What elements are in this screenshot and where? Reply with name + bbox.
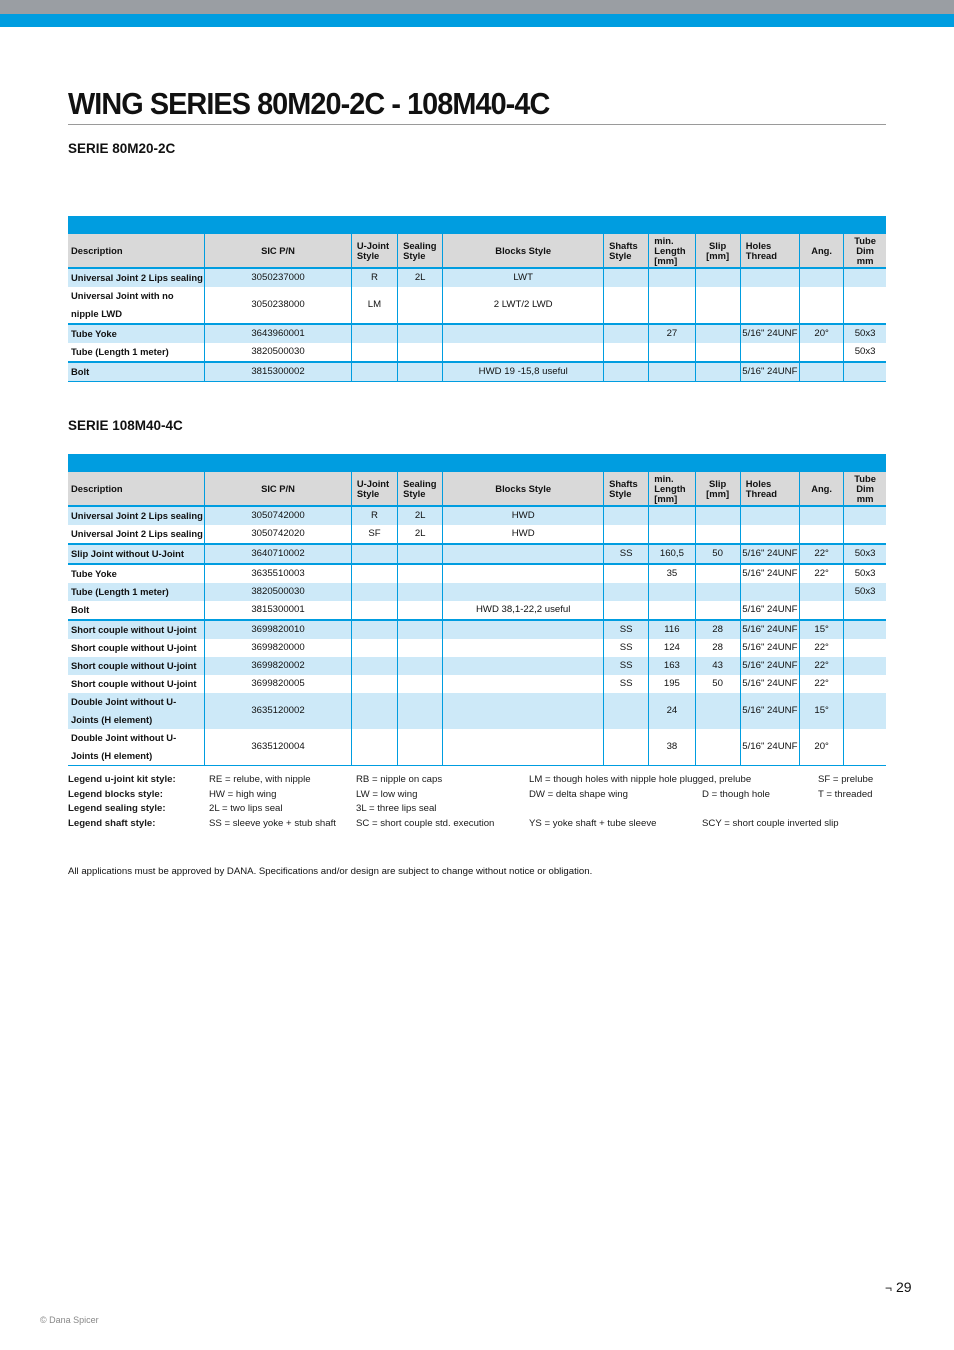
cell-uj [351, 343, 397, 362]
cell-uj [351, 324, 397, 343]
cell-slip [695, 601, 740, 620]
cell-description: Tube Yoke [68, 564, 205, 583]
cell-description: Short couple without U-joint [68, 639, 205, 657]
cell-slip: 28 [695, 620, 740, 639]
legend [68, 774, 886, 832]
cell-seal [398, 620, 443, 639]
legend-sealing [68, 803, 886, 818]
table-row [68, 693, 886, 729]
cell-slip [695, 343, 740, 362]
cell-holes: 5/16" 24UNF [740, 601, 799, 620]
cell-seal [398, 639, 443, 657]
top-blue-band [0, 14, 954, 27]
legend-item: YS = yoke shaft + tube sleeve [529, 817, 657, 829]
cell-slip [695, 583, 740, 601]
cell-ang: 22° [800, 675, 844, 693]
column-header-holes: Holes Thread [740, 472, 799, 506]
cell-uj [351, 693, 397, 729]
table-row [68, 324, 886, 343]
column-header-ang: Ang. [800, 234, 844, 268]
cell-uj [351, 601, 397, 620]
table-row [68, 287, 886, 324]
table-row [68, 362, 886, 382]
cell-length [649, 268, 695, 287]
disclaimer: All applications must be approved by DANA. Specifications and/or design are subject to change without notice or obligation. [68, 866, 593, 877]
page-number-value: 29 [896, 1279, 912, 1295]
cell-length [649, 525, 695, 544]
cell-uj [351, 544, 397, 564]
cell-tube [844, 620, 886, 639]
cell-ang: 22° [800, 657, 844, 675]
cell-sic: 3050742020 [205, 525, 352, 544]
column-header-tube: Tube Dim mm [844, 472, 886, 506]
table-top-bar [68, 216, 886, 234]
cell-slip [695, 324, 740, 343]
column-header-blocks: Blocks Style [443, 234, 604, 268]
column-header-length: min. Length [mm] [649, 234, 695, 268]
cell-seal [398, 583, 443, 601]
legend-item: SCY = short couple inverted slip [702, 817, 839, 829]
cell-tube [844, 729, 886, 766]
cell-seal: 2L [398, 506, 443, 525]
cell-seal [398, 343, 443, 362]
cell-length: 24 [649, 693, 695, 729]
cell-ang [800, 583, 844, 601]
cell-description: Tube (Length 1 meter) [68, 583, 205, 601]
cell-tube: 50x3 [844, 564, 886, 583]
legend-shaft [68, 818, 886, 833]
table-row [68, 268, 886, 287]
table-row [68, 583, 886, 601]
cell-blocks: HWD [443, 506, 604, 525]
cell-tube [844, 639, 886, 657]
cell-uj: R [351, 506, 397, 525]
cell-blocks [443, 675, 604, 693]
cell-tube [844, 287, 886, 324]
cell-description: Short couple without U-joint [68, 620, 205, 639]
column-header-ang: Ang. [800, 472, 844, 506]
cell-holes: 5/16" 24UNF [740, 324, 799, 343]
legend-item: SS = sleeve yoke + stub shaft [209, 817, 336, 829]
table-row [68, 620, 886, 639]
cell-seal [398, 693, 443, 729]
cell-ang [800, 525, 844, 544]
cell-sic: 3050237000 [205, 268, 352, 287]
column-header-tube: Tube Dim mm [844, 234, 886, 268]
cell-holes: 5/16" 24UNF [740, 362, 799, 382]
cell-tube: 50x3 [844, 544, 886, 564]
cell-sic: 3635120002 [205, 693, 352, 729]
cell-slip [695, 268, 740, 287]
cell-holes [740, 268, 799, 287]
cell-shafts: SS [604, 639, 649, 657]
cell-blocks [443, 693, 604, 729]
cell-uj [351, 675, 397, 693]
cell-sic: 3640710002 [205, 544, 352, 564]
table-top-bar [68, 454, 886, 472]
cell-blocks [443, 657, 604, 675]
cell-shafts [604, 601, 649, 620]
cell-shafts: SS [604, 544, 649, 564]
cell-blocks [443, 343, 604, 362]
cell-length [649, 287, 695, 324]
legend-item: SF = prelube [818, 774, 874, 785]
cell-shafts [604, 343, 649, 362]
series-1-title: SERIE 80M20-2C [68, 141, 176, 156]
cell-holes [740, 525, 799, 544]
cell-holes [740, 506, 799, 525]
cell-ang [800, 343, 844, 362]
series-2-rows [68, 506, 886, 766]
cell-length: 38 [649, 729, 695, 766]
cell-description: Slip Joint without U-Joint [68, 544, 205, 564]
cell-tube [844, 525, 886, 544]
cell-shafts [604, 287, 649, 324]
table-header-row [68, 234, 886, 268]
legend-item: 2L = two lips seal [209, 803, 283, 814]
column-header-blocks: Blocks Style [443, 472, 604, 506]
column-header-shafts: Shafts Style [604, 472, 649, 506]
cell-ang: 20° [800, 324, 844, 343]
legend-item: HW = high wing [209, 788, 277, 800]
column-header-ujoint: U-Joint Style [351, 234, 397, 268]
cell-slip [695, 525, 740, 544]
column-header-sic: SIC P/N [205, 472, 352, 506]
cell-shafts [604, 525, 649, 544]
cell-sic: 3815300002 [205, 362, 352, 382]
cell-shafts [604, 324, 649, 343]
legend-blocks [68, 789, 886, 804]
cell-length: 35 [649, 564, 695, 583]
cell-ang [800, 287, 844, 324]
page-number [885, 1279, 912, 1295]
cell-length [649, 601, 695, 620]
table-row [68, 601, 886, 620]
cell-holes [740, 287, 799, 324]
cell-tube: 50x3 [854, 346, 876, 357]
cell-blocks [443, 729, 604, 766]
cell-slip [695, 362, 740, 382]
cell-length: 27 [649, 324, 695, 343]
legend-item: LW = low wing [356, 788, 418, 800]
cell-sic: 3050742000 [205, 506, 352, 525]
page-number-mark: ¬ [885, 1281, 893, 1295]
legend-item: D = though hole [702, 788, 771, 800]
cell-tube [844, 268, 886, 287]
parts-table [68, 472, 886, 766]
cell-seal: 2L [398, 268, 443, 287]
legend-item: 3L = three lips seal [356, 803, 437, 814]
cell-description: Double Joint without U-Joints (H element) [68, 729, 205, 766]
cell-shafts [604, 362, 649, 382]
cell-tube [844, 693, 886, 729]
cell-length: 116 [649, 620, 695, 639]
cell-holes: 5/16" 24UNF [740, 564, 799, 583]
cell-ang [800, 268, 844, 287]
cell-slip [695, 564, 740, 583]
legend-label: Legend blocks style: [68, 788, 163, 800]
table-row [68, 639, 886, 657]
cell-ang [800, 506, 844, 525]
cell-tube [844, 657, 886, 675]
cell-slip: 50 [695, 675, 740, 693]
cell-uj [351, 362, 397, 382]
cell-uj: R [351, 268, 397, 287]
cell-blocks: 2 LWT/2 LWD [443, 287, 604, 324]
footer-copyright: © Dana Spicer [40, 1315, 99, 1325]
column-header-description: Description [68, 234, 205, 268]
cell-length: 160,5 [649, 544, 695, 564]
cell-sic: 3699820005 [205, 675, 352, 693]
legend-label: Legend shaft style: [68, 817, 156, 829]
parts-table [68, 234, 886, 382]
cell-ang: 15° [800, 693, 844, 729]
cell-description: Universal Joint 2 Lips sealing [68, 506, 205, 525]
column-header-sealing: Sealing Style [398, 472, 443, 506]
cell-description: Universal Joint with no nipple LWD [68, 287, 205, 324]
cell-shafts [604, 268, 649, 287]
cell-shafts [604, 564, 649, 583]
series-2-title: SERIE 108M40-4C [68, 418, 183, 433]
cell-ang: 22° [800, 564, 844, 583]
cell-description: Universal Joint 2 Lips sealing [68, 525, 205, 544]
cell-blocks: HWD 19 -15,8 useful [443, 362, 604, 382]
legend-label: Legend u-joint kit style: [68, 774, 176, 785]
cell-description: Tube Yoke [68, 324, 205, 343]
legend-item: RB = nipple on caps [356, 774, 443, 785]
table-header-row [68, 472, 886, 506]
cell-description: Bolt [68, 362, 205, 382]
table-row [68, 657, 886, 675]
legend-item: RE = relube, with nipple [209, 774, 311, 785]
cell-length [649, 362, 695, 382]
cell-slip [695, 287, 740, 324]
cell-sic: 3699820002 [205, 657, 352, 675]
cell-ang: 22° [800, 639, 844, 657]
cell-holes: 5/16" 24UNF [740, 544, 799, 564]
cell-tube: 50x3 [844, 583, 886, 601]
cell-blocks [443, 639, 604, 657]
cell-seal [398, 564, 443, 583]
cell-description: Double Joint without U-Joints (H element) [68, 693, 205, 729]
cell-length: 163 [649, 657, 695, 675]
cell-tube: 50x3 [844, 324, 886, 343]
column-header-holes: Holes Thread [740, 234, 799, 268]
cell-tube [844, 675, 886, 693]
cell-uj [351, 564, 397, 583]
cell-blocks [443, 544, 604, 564]
column-header-shafts: Shafts Style [604, 234, 649, 268]
cell-holes: 5/16" 24UNF [740, 729, 799, 766]
cell-length: 124 [649, 639, 695, 657]
column-header-length: min. Length [mm] [649, 472, 695, 506]
legend-item: LM = though holes with nipple hole plugged, prelube [529, 774, 752, 785]
column-header-slip: Slip [mm] [695, 234, 740, 268]
cell-blocks [443, 583, 604, 601]
cell-holes [740, 343, 799, 362]
cell-length: 195 [649, 675, 695, 693]
legend-ujoint [68, 774, 886, 789]
cell-tube [844, 601, 886, 620]
series-1-rows [68, 268, 886, 382]
cell-slip: 28 [695, 639, 740, 657]
cell-blocks: HWD [443, 525, 604, 544]
cell-holes: 5/16" 24UNF [740, 620, 799, 639]
cell-shafts [604, 506, 649, 525]
cell-ang: 22° [800, 544, 844, 564]
cell-seal [398, 362, 443, 382]
cell-ang: 15° [800, 620, 844, 639]
cell-blocks [443, 324, 604, 343]
cell-uj: SF [351, 525, 397, 544]
cell-slip [695, 729, 740, 766]
cell-tube [844, 362, 886, 382]
cell-description: Short couple without U-joint [68, 657, 205, 675]
cell-blocks: HWD 38,1-22,2 useful [443, 601, 604, 620]
cell-tube [844, 506, 886, 525]
cell-seal [398, 675, 443, 693]
table-row [68, 506, 886, 525]
cell-slip: 50 [695, 544, 740, 564]
cell-sic: 3815300001 [205, 601, 352, 620]
table-row [68, 675, 886, 693]
legend-item: SC = short couple std. execution [356, 817, 495, 829]
cell-seal [398, 729, 443, 766]
cell-sic: 3820500030 [205, 343, 352, 362]
cell-slip: 43 [695, 657, 740, 675]
cell-blocks [443, 564, 604, 583]
top-gray-band [0, 0, 954, 14]
series-2-table [68, 454, 886, 766]
cell-shafts [604, 583, 649, 601]
column-header-sic: SIC P/N [205, 234, 352, 268]
cell-seal: 2L [398, 525, 443, 544]
cell-holes: 5/16" 24UNF [740, 657, 799, 675]
series-1-table [68, 216, 886, 382]
cell-uj [351, 729, 397, 766]
column-header-ujoint: U-Joint Style [351, 472, 397, 506]
cell-slip [695, 693, 740, 729]
cell-sic: 3699820010 [205, 620, 352, 639]
table-row [68, 544, 886, 564]
cell-slip [695, 506, 740, 525]
cell-description: Short couple without U-joint [68, 675, 205, 693]
cell-shafts [604, 729, 649, 766]
cell-holes: 5/16" 24UNF [740, 675, 799, 693]
page-title: WING SERIES 80M20-2C - 108M40-4C [68, 86, 550, 121]
cell-seal [398, 601, 443, 620]
cell-uj [351, 639, 397, 657]
cell-holes [740, 583, 799, 601]
cell-shafts: SS [604, 620, 649, 639]
cell-ang: 20° [800, 729, 844, 766]
table-row [68, 343, 886, 362]
cell-length [649, 343, 695, 362]
cell-holes: 5/16" 24UNF [740, 639, 799, 657]
table-row [68, 729, 886, 766]
legend-item: DW = delta shape wing [529, 788, 628, 800]
column-header-sealing: Sealing Style [398, 234, 443, 268]
cell-sic: 3820500030 [205, 583, 352, 601]
cell-sic: 3643960001 [205, 324, 352, 343]
cell-length [649, 583, 695, 601]
cell-blocks: LWT [443, 268, 604, 287]
cell-description: Bolt [68, 601, 205, 620]
cell-description: Tube (Length 1 meter) [68, 343, 205, 362]
cell-sic: 3699820000 [205, 639, 352, 657]
cell-shafts [604, 693, 649, 729]
cell-sic: 3635120004 [205, 729, 352, 766]
cell-holes: 5/16" 24UNF [740, 693, 799, 729]
cell-seal [398, 324, 443, 343]
cell-uj [351, 657, 397, 675]
cell-seal [398, 657, 443, 675]
table-row [68, 525, 886, 544]
table-row [68, 564, 886, 583]
title-rule [68, 124, 886, 125]
cell-seal [398, 287, 443, 324]
cell-length [649, 506, 695, 525]
cell-sic: 3050238000 [205, 287, 352, 324]
cell-uj [351, 620, 397, 639]
column-header-description: Description [68, 472, 205, 506]
cell-ang [800, 601, 844, 620]
cell-description: Universal Joint 2 Lips sealing [68, 268, 205, 287]
column-header-slip: Slip [mm] [695, 472, 740, 506]
cell-ang [800, 362, 844, 382]
cell-shafts: SS [604, 657, 649, 675]
cell-shafts: SS [604, 675, 649, 693]
legend-label: Legend sealing style: [68, 803, 166, 814]
cell-sic: 3635510003 [205, 564, 352, 583]
cell-uj: LM [351, 287, 397, 324]
legend-item: T = threaded [818, 788, 873, 800]
cell-uj [351, 583, 397, 601]
cell-blocks [443, 620, 604, 639]
cell-seal [398, 544, 443, 564]
